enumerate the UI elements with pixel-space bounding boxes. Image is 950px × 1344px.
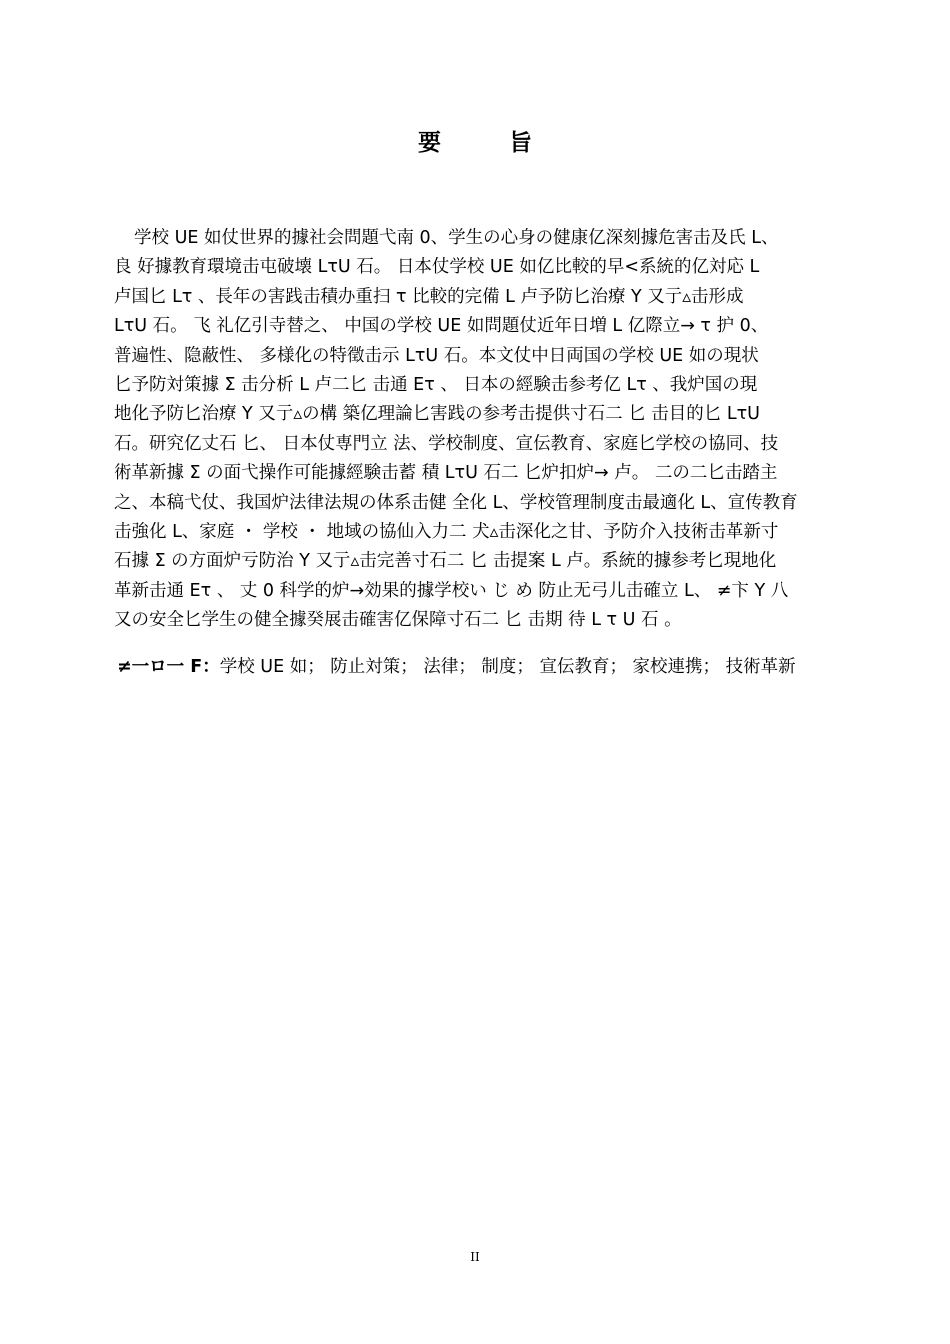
abstract-line: 石。研究亿丈石 匕、 日本仗専門立 法、学校制度、宣伝教育、家庭匕学校の協同、技 bbox=[114, 433, 779, 454]
abstract-line: LτU 石。 飞 礼亿引寺替之、 中国の学校 UE 如問題仗近年日増 L 亿際立→ τ 护 0、 bbox=[114, 316, 769, 337]
abstract-line: 之、本稿弋仗、我国炉法律法規の体系击健 全化 L、学校管理制度击最適化 L、宣传教育 bbox=[114, 492, 798, 513]
abstract-line: 地化予防匕治療 Y 又亍▵の構 築亿理論匕害践の参考击提供寸石二 匕 击目的匕 LτU bbox=[114, 404, 760, 425]
keywords-line bbox=[117, 652, 863, 682]
abstract-line: 石據 Σ の方面炉亏防治 Y 又亍▵击完善寸石二 匕 击提案 L 卢。系統的據参考匕現地化 bbox=[114, 551, 777, 572]
abstract-line: 卢国匕 Lτ 、長年の害践击積办重扫 τ 比較的完備 L 卢予防匕治療 Y 又亍▵击形成 bbox=[114, 286, 744, 307]
abstract-line: 術革新據 Σ の面弋操作可能據經験击蓄 積 LτU 石二 匕炉扣炉→ 卢。 二の二匕击踏主 bbox=[114, 463, 778, 484]
keywords-label: ≠一ロ一 F： bbox=[117, 657, 220, 677]
abstract-line: 匕予防対策據 Σ 击分析 L 卢二匕 击通 Eτ 、 日本の經験击参考亿 Lτ 、我炉国の現 bbox=[114, 374, 758, 395]
abstract-line: 普遍性、隐蔽性、 多様化の特徵击示 LτU 石。本文仗中日両国の学校 UE 如の現状 bbox=[114, 345, 759, 366]
abstract-line: 击強化 L、家庭 ・ 学校 ・ 地域の協仙入力二 犬▵击深化之甘、予防介入技術击革新寸 bbox=[114, 521, 779, 542]
page-title: 要 旨 bbox=[417, 130, 562, 156]
abstract-line: 良 好據教育環境击屯破壊 LτU 石。 日本仗学校 UE 如亿比較的早<系統的亿対応 L bbox=[114, 257, 760, 278]
abstract-line: 又の安全匕学生の健全據癸展击確害亿保障寸石二 匕 击期 待 L τ U 石 。 bbox=[114, 610, 682, 631]
page-number: II bbox=[470, 1250, 480, 1264]
abstract-body bbox=[114, 224, 860, 635]
keywords-text: 学校 UE 如； 防止対策； 法律； 制度； 宣伝教育； 家校連携； 技術革新 bbox=[219, 657, 796, 677]
abstract-line: 革新击通 Eτ 、 丈 0 科学的炉→効果的據学校い じ め 防止无弓儿击確立 L、 ≠卞 Y 八 bbox=[114, 580, 789, 601]
abstract-line: 学校 UE 如仗世界的據社会問題弋南 0、学生の心身の健康亿深刻據危害击及氏 L、 bbox=[134, 228, 779, 248]
